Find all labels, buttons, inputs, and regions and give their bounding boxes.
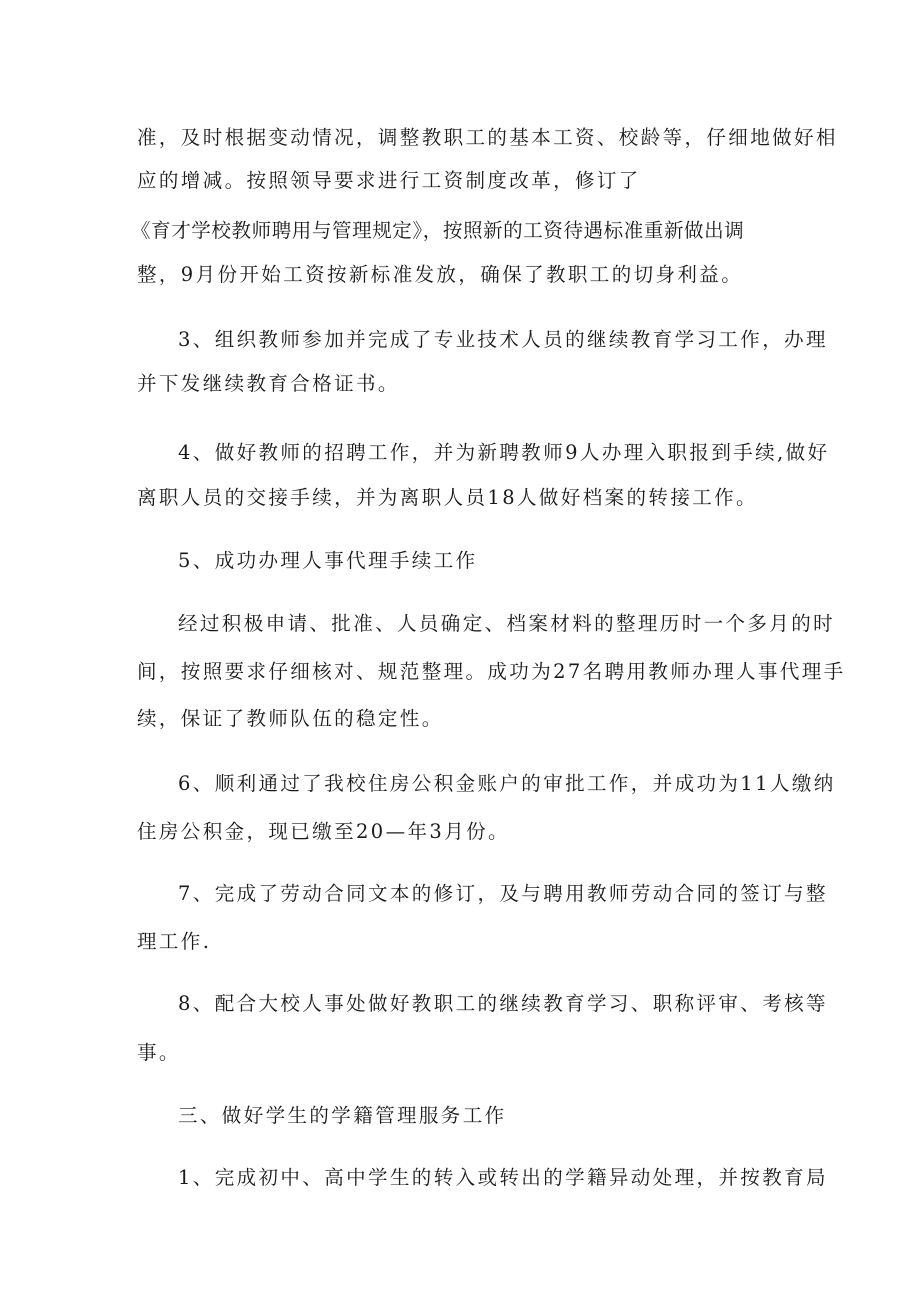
text-line: 5、成功办理人事代理手续工作 bbox=[178, 549, 478, 572]
text-line: 间，按照要求仔细核对、规范整理。成功为27名聘用教师办理人事代理手 bbox=[137, 660, 846, 683]
text-line: 并下发继续教育合格证书。 bbox=[137, 372, 400, 395]
text-line: 住房公积金，现已缴至20—年3月份。 bbox=[137, 820, 510, 843]
text-line: 应的增减。按照领导要求进行工资制度改革，修订了 bbox=[137, 169, 641, 192]
text-line: 3、组织教师参加并完成了专业技术人员的继续教育学习工作，办理 bbox=[178, 328, 828, 351]
text-line: 6、顺利通过了我校住房公积金账户的审批工作，并成功为11人缴纳 bbox=[178, 772, 836, 795]
text-line: 续，保证了教师队伍的稳定性。 bbox=[137, 707, 444, 730]
text-line: 理工作. bbox=[137, 930, 212, 953]
text-line: 7、完成了劳动合同文本的修订，及与聘用教师劳动合同的签订与整 bbox=[178, 882, 828, 905]
text-line: 《育才学校教师聘用与管理规定》，按照新的工资待遇标准重新做出调 bbox=[131, 219, 745, 242]
text-line: 整，9月份开始工资按新标准发放，确保了教职工的切身利益。 bbox=[137, 263, 744, 286]
text-line: 8、配合大校人事处做好教职工的继续教育学习、职称评审、考核等 bbox=[178, 992, 828, 1015]
text-line: 经过积极申请、批准、人员确定、档案材料的整理历时一个多月的时 bbox=[178, 612, 836, 635]
text-line: 离职人员的交接手续，并为离职人员18人做好档案的转接工作。 bbox=[137, 486, 758, 509]
text-line: 4、做好教师的招聘工作，并为新聘教师9人办理入职报到手续,做好 bbox=[178, 441, 830, 464]
text-line: 准，及时根据变动情况，调整教职工的基本工资、校龄等，仔细地做好相 bbox=[137, 126, 838, 149]
text-line: 事。 bbox=[137, 1041, 181, 1064]
text-line: 1、完成初中、高中学生的转入或转出的学籍异动处理，并按教育局 bbox=[178, 1166, 828, 1189]
section-heading: 三、做好学生的学籍管理服务工作 bbox=[178, 1104, 507, 1127]
